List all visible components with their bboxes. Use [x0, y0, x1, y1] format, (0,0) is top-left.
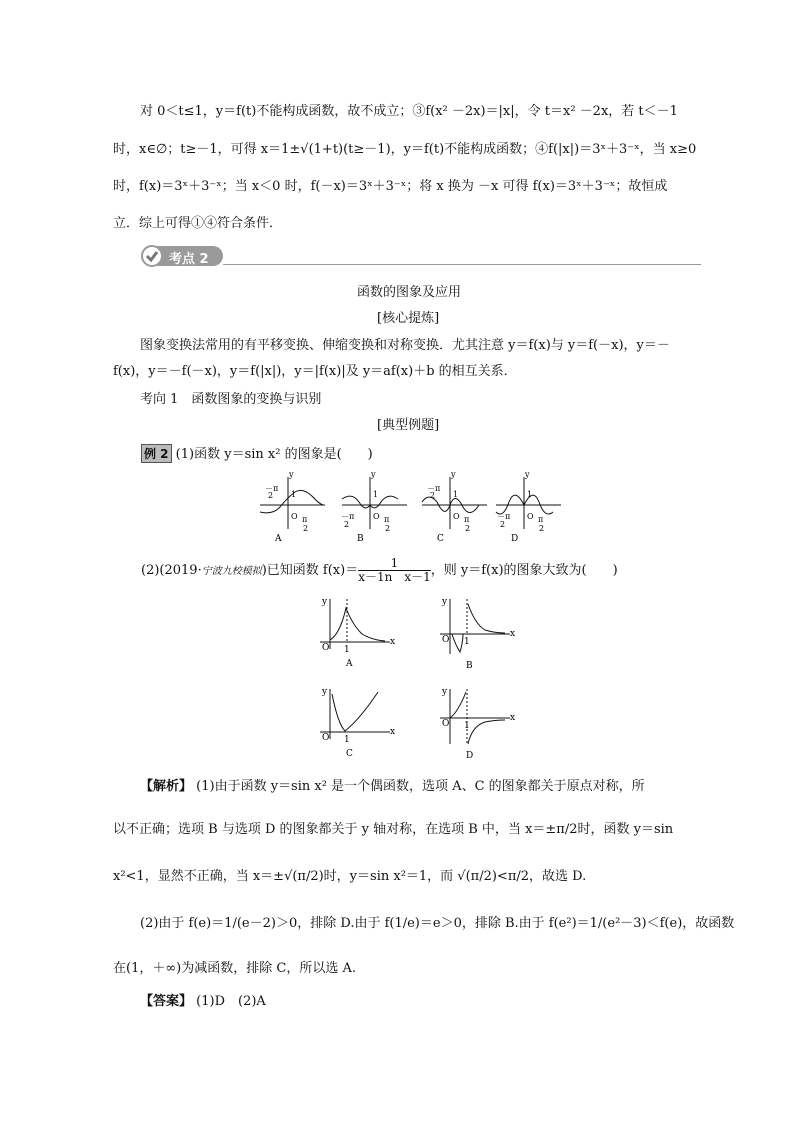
svg-text:1: 1 — [527, 490, 533, 499]
svg-text:π: π — [302, 515, 308, 524]
svg-text:C: C — [346, 749, 353, 759]
svg-text:1: 1 — [291, 490, 297, 499]
sine-graph-c — [422, 470, 487, 544]
answer-line — [140, 990, 266, 1009]
solution-line-2: 以不正确；选项 B 与选项 D 的图象都关于 y 轴对称，在选项 B 中，当 x＝±π/2时，函数 y＝sin — [113, 822, 674, 837]
svg-text:O: O — [442, 719, 450, 729]
sine-graph-d — [496, 470, 561, 544]
svg-text:O: O — [322, 643, 330, 653]
sine-graph-b — [341, 470, 407, 544]
top-paragraph-line-3: 时，f(x)＝3ˣ＋3⁻ˣ；当 x＜0 时，f(－x)＝3ˣ＋3⁻ˣ；将 x 换为 －x 可得 f(x)＝3ˣ＋3⁻ˣ；故恒成 — [113, 179, 668, 194]
svg-text:A: A — [275, 534, 282, 544]
svg-text:y: y — [525, 470, 530, 479]
sine-graph-a — [260, 470, 325, 544]
svg-text:2: 2 — [268, 491, 274, 500]
svg-text:1: 1 — [344, 645, 350, 655]
example-q2-mid: )已知函数 f(x)＝ — [261, 563, 359, 578]
solution-tag: 【解析】 — [140, 779, 193, 794]
example-q2-fraction: $\frac{1}{\text{x－1n x－1}}$ — [358, 556, 431, 584]
svg-text:－π: －π — [341, 512, 355, 521]
svg-text:y: y — [322, 687, 328, 697]
svg-text:π: π — [538, 515, 544, 524]
svg-text:x: x — [510, 713, 516, 723]
svg-text:y: y — [289, 470, 294, 479]
svg-text:A: A — [346, 659, 353, 669]
svg-text:y: y — [371, 470, 376, 479]
section-badge — [141, 246, 223, 266]
svg-text:π: π — [464, 515, 470, 524]
svg-text:y: y — [322, 597, 328, 607]
svg-text:y: y — [451, 470, 456, 479]
core-line-1: 图象变换法常用的有平移变换、伸缩变换和对称变换．尤其注意 y＝f(x)与 y＝f(－x)，y＝－ — [140, 338, 670, 353]
section-title: 函数的图象及应用 — [357, 285, 462, 300]
svg-text:－π: －π — [497, 512, 511, 521]
svg-text:O: O — [527, 512, 534, 521]
badge-label: 考点 2 — [169, 252, 209, 267]
function-graph-c — [320, 687, 395, 759]
svg-text:1: 1 — [453, 490, 459, 499]
svg-text:1: 1 — [464, 721, 470, 731]
top-paragraph-line-4: 立．综上可得①④符合条件． — [113, 216, 283, 231]
function-graphs — [310, 594, 520, 769]
function-graph-d — [440, 687, 515, 761]
top-paragraph-line-2: 时，x∈∅；t≥－1，可得 x＝1±√(1+t)(t≥－1)，y＝f(t)不能构成函数；④f(|x|)＝3ˣ＋3⁻ˣ，当 x≥0 — [113, 142, 697, 157]
example-q1-text: (1)函数 y＝sin x² 的图象是( ) — [175, 447, 373, 462]
svg-text:1: 1 — [464, 637, 470, 647]
svg-text:－π: －π — [427, 484, 441, 493]
top-paragraph-line-1: 对 0＜t≤1，y＝f(t)不能构成函数，故不成立；③f(x² －2x)＝|x|，令 t＝x² －2x，若 t＜－1 — [140, 104, 678, 119]
svg-text:1: 1 — [344, 735, 350, 745]
svg-text:x: x — [390, 727, 396, 737]
svg-text:2: 2 — [385, 524, 391, 533]
svg-text:2: 2 — [500, 520, 506, 529]
svg-text:2: 2 — [465, 524, 471, 533]
example-q2-source: 宁波九校模拟 — [201, 566, 262, 577]
svg-text:B: B — [357, 534, 364, 544]
svg-text:C: C — [437, 534, 444, 544]
svg-text:－π: －π — [265, 484, 279, 493]
solution-line-5: 在(1，＋∞)为减函数，排除 C，所以选 A. — [113, 961, 356, 976]
direction-label: 考向 1 函数图象的变换与识别 — [140, 392, 322, 407]
sine-graphs — [255, 467, 565, 547]
example-q1 — [141, 443, 373, 463]
svg-text:B: B — [466, 661, 473, 671]
svg-text:π: π — [384, 515, 390, 524]
solution-line-1 — [140, 775, 645, 794]
solution-p1-l1: (1)由于函数 y＝sin x² 是一个偶函数，选项 A、C 的图象都关于原点对称，所 — [196, 779, 645, 794]
check-icon — [141, 245, 163, 267]
svg-text:D: D — [511, 534, 519, 544]
example-q2 — [141, 557, 618, 584]
example-q2-pre: (2)(2019· — [141, 563, 202, 578]
svg-text:1: 1 — [373, 490, 379, 499]
solution-line-4: (2)由于 f(e)＝1/(e－2)＞0，排除 D.由于 f(1/e)＝e＞0，排除 B.由于 f(e²)＝1/(e²－3)＜f(e)，故函数 — [140, 916, 735, 931]
solution-line-3: x²<1，显然不正确，当 x＝±√(π/2)时，y＝sin x²＝1，而 √(π/2)<π/2，故选 D. — [113, 869, 587, 884]
svg-text:O: O — [442, 635, 450, 645]
svg-text:O: O — [291, 512, 298, 521]
example-heading: [典型例题] — [377, 418, 440, 433]
function-graph-b — [440, 597, 515, 671]
svg-text:2: 2 — [344, 520, 350, 529]
core-line-2: f(x)，y＝－f(－x)，y＝f(|x|)，y＝|f(x)|及 y＝af(x)＋b 的相互关系． — [113, 364, 517, 379]
svg-text:O: O — [322, 733, 330, 743]
function-graph-a — [320, 597, 395, 669]
answer-text: (1)D (2)A — [196, 994, 266, 1009]
example-tag: 例 2 — [141, 444, 172, 463]
svg-text:2: 2 — [539, 524, 545, 533]
core-heading: [核心提炼] — [377, 311, 440, 326]
svg-text:2: 2 — [303, 524, 309, 533]
svg-text:y: y — [442, 597, 448, 607]
svg-text:2: 2 — [430, 491, 436, 500]
section-rule — [223, 264, 701, 265]
example-q2-post: ，则 y＝f(x)的图象大致为( ) — [430, 563, 618, 578]
svg-text:D: D — [466, 751, 474, 761]
answer-tag: 【答案】 — [140, 994, 193, 1009]
svg-text:x: x — [390, 637, 396, 647]
svg-text:y: y — [442, 687, 448, 697]
svg-text:O: O — [373, 512, 380, 521]
svg-text:O: O — [453, 512, 460, 521]
svg-text:x: x — [510, 629, 516, 639]
